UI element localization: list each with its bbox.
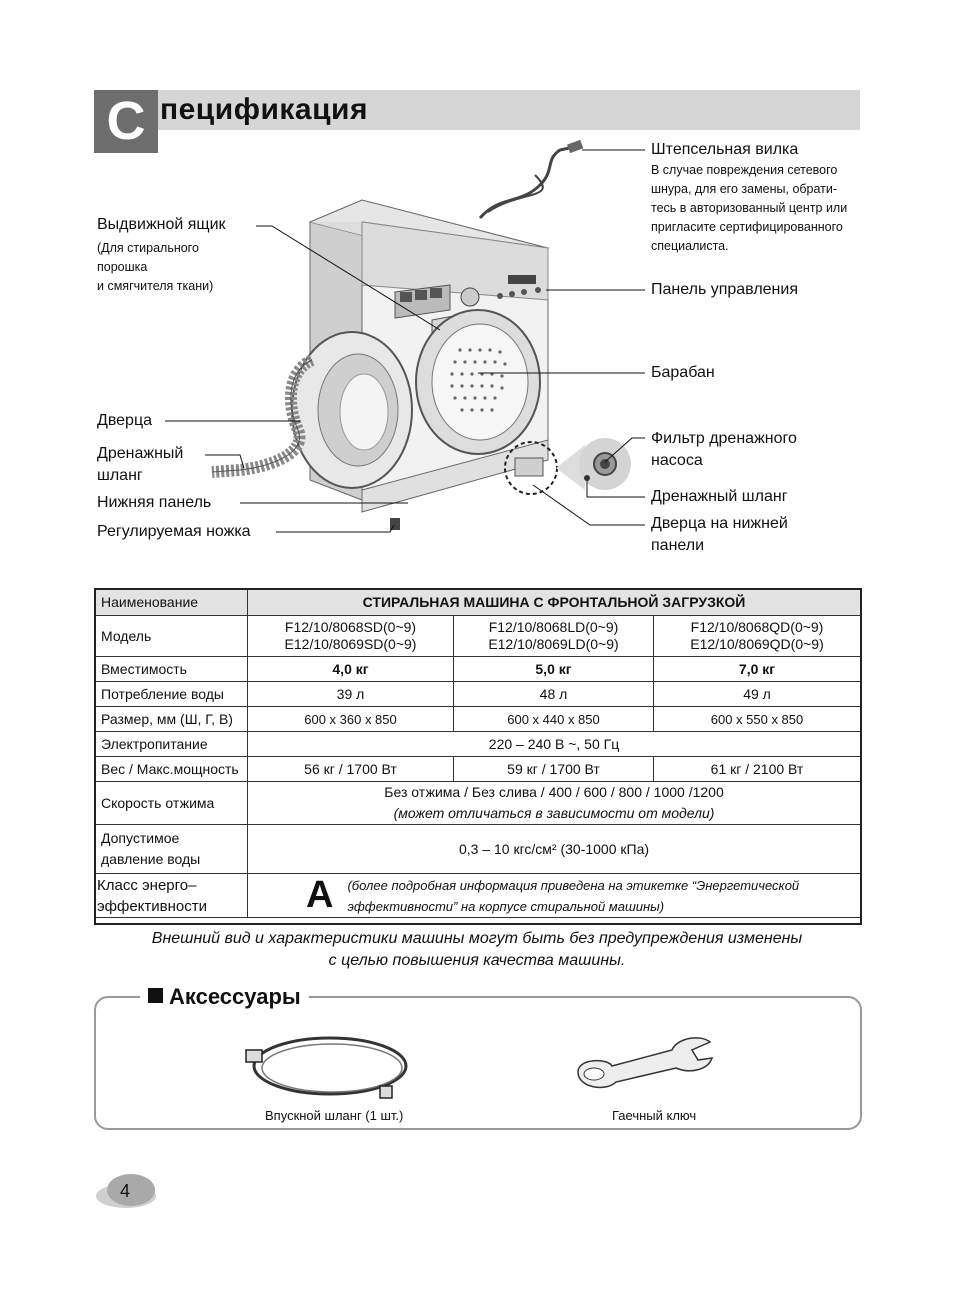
label-lower-panel: Нижняя панель xyxy=(97,494,212,511)
spin-values: Без отжима / Без слива / 400 / 600 / 800 / 1000 /1200 xyxy=(384,784,724,800)
table-row xyxy=(95,589,861,616)
spin-cell xyxy=(248,782,861,825)
row-label: Скорость отжима xyxy=(95,782,248,825)
table-row xyxy=(95,616,861,657)
model-cell xyxy=(248,616,454,657)
model-line: F12/10/8068QD(0~9) xyxy=(690,619,824,635)
table-row xyxy=(95,707,861,732)
table-row xyxy=(95,657,861,682)
disclaimer-line: с целью повышения качества машины. xyxy=(328,952,626,969)
weight-cell: 61 кг / 2100 Вт xyxy=(654,757,861,782)
label-line: шланг xyxy=(97,467,143,484)
water-cell: 39 л xyxy=(248,682,454,707)
label-line: Фильтр дренажного xyxy=(651,430,797,447)
drawer-note-line: (Для стирального xyxy=(97,241,199,255)
water-cell: 49 л xyxy=(654,682,861,707)
model-line: E12/10/8069QD(0~9) xyxy=(690,636,824,652)
plug-icon xyxy=(567,140,583,153)
label-line: Дверца на нижней xyxy=(651,515,788,532)
display-panel xyxy=(508,275,536,284)
plug-note-line: В случае повреждения сетевого xyxy=(651,163,838,177)
pressure-cell: 0,3 – 10 кгс/см² (30-1000 кПа) xyxy=(248,825,861,874)
section-letter: С xyxy=(94,90,158,153)
row-label-line: Допустимое xyxy=(101,830,180,846)
wrench-icon xyxy=(572,1030,717,1095)
label-drawer: Выдвижной ящик xyxy=(97,216,226,233)
water-cell: 48 л xyxy=(454,682,654,707)
label-lower-panel-door xyxy=(651,513,788,557)
row-label: Модель xyxy=(95,616,248,657)
drum xyxy=(432,324,528,440)
power-cell: 220 – 240 В ~, 50 Гц xyxy=(248,732,861,757)
page-title: пецификация xyxy=(160,93,368,126)
page-number: 4 xyxy=(120,1181,131,1201)
program-knob xyxy=(461,288,479,306)
label-drum: Барабан xyxy=(651,364,715,381)
row-label: Вместимость xyxy=(95,657,248,682)
size-cell: 600 x 360 x 850 xyxy=(248,707,454,732)
row-label-line: давление воды xyxy=(101,851,201,867)
size-cell: 600 x 440 x 850 xyxy=(454,707,654,732)
table-row xyxy=(95,874,861,918)
weight-cell: 59 кг / 1700 Вт xyxy=(454,757,654,782)
energy-note-line: (более подробная информация приведена на этикетке “Энергетической xyxy=(347,877,800,893)
model-line: E12/10/8069LD(0~9) xyxy=(488,636,619,652)
energy-class-letter: A xyxy=(306,874,334,916)
plug-note-line: шнура, для его замены, обрати- xyxy=(651,182,838,196)
adjustable-foot xyxy=(390,518,400,530)
weight-cell: 56 кг / 1700 Вт xyxy=(248,757,454,782)
row-label-line: эффективности xyxy=(97,897,208,915)
row-label: Потребление воды xyxy=(95,682,248,707)
accessories-box xyxy=(94,996,862,1130)
size-cell: 600 x 550 x 850 xyxy=(654,707,861,732)
table-row xyxy=(95,682,861,707)
capacity-cell: 5,0 кг xyxy=(454,657,654,682)
inlet-hose-icon xyxy=(240,1030,415,1105)
plug-note-line: специалиста. xyxy=(651,239,729,253)
energy-note-line: эффективности” на корпусе стиральной машины) xyxy=(347,898,665,914)
accessories-title-text: Аксессуары xyxy=(169,984,301,1009)
accessory-label-hose: Впускной шланг (1 шт.) xyxy=(265,1108,404,1123)
label-control-panel: Панель управления xyxy=(651,281,798,298)
row-label: Размер, мм (Ш, Г, В) xyxy=(95,707,248,732)
label-pump-filter xyxy=(651,428,797,472)
drawer-note-line: порошка xyxy=(97,260,148,274)
row-label xyxy=(95,874,248,918)
plug-note xyxy=(651,161,847,256)
label-door: Дверца xyxy=(97,412,153,429)
label-line: насоса xyxy=(651,452,703,469)
table-row xyxy=(95,782,861,825)
accessories-title xyxy=(140,984,309,1010)
disclaimer xyxy=(94,928,860,972)
label-drain-hose-left xyxy=(97,443,183,487)
model-line: F12/10/8068LD(0~9) xyxy=(488,619,619,635)
energy-note xyxy=(347,875,799,917)
table-row xyxy=(95,732,861,757)
model-cell xyxy=(654,616,861,657)
energy-cell xyxy=(248,874,861,918)
drawer-note xyxy=(97,239,213,296)
plug-note-line: пригласите сертифицированного xyxy=(651,220,843,234)
disclaimer-line: Внешний вид и характеристики машины могут быть без предупреждения изменены xyxy=(151,930,803,947)
row-label: Электропитание xyxy=(95,732,248,757)
capacity-cell: 7,0 кг xyxy=(654,657,861,682)
table-row xyxy=(95,757,861,782)
plug-note-line: тесь в авторизованный центр или xyxy=(651,201,848,215)
row-label: Вес / Макс.мощность xyxy=(95,757,248,782)
capacity-cell: 4,0 кг xyxy=(248,657,454,682)
row-label xyxy=(95,825,248,874)
label-adjustable-foot: Регулируемая ножка xyxy=(97,523,251,540)
row-label-line: Класс энерго– xyxy=(97,876,197,894)
row-label: Наименование xyxy=(95,589,248,616)
spin-note: (может отличаться в зависимости от модели) xyxy=(393,805,715,821)
drawer-note-line: и смягчителя ткани) xyxy=(97,279,214,293)
label-line: Дренажный xyxy=(97,445,184,462)
spec-table xyxy=(94,588,861,918)
accessory-label-wrench: Гаечный ключ xyxy=(612,1108,697,1123)
model-line: F12/10/8068SD(0~9) xyxy=(284,619,417,635)
table-row xyxy=(95,825,861,874)
label-plug: Штепсельная вилка xyxy=(651,141,799,158)
product-name: СТИРАЛЬНАЯ МАШИНА С ФРОНТАЛЬНОЙ ЗАГРУЗКОЙ xyxy=(248,589,861,616)
bullet-square-icon xyxy=(148,988,163,1003)
label-drain-hose-right: Дренажный шланг xyxy=(651,488,788,505)
label-line: панели xyxy=(651,537,705,554)
model-cell xyxy=(454,616,654,657)
model-line: E12/10/8069SD(0~9) xyxy=(284,636,417,652)
